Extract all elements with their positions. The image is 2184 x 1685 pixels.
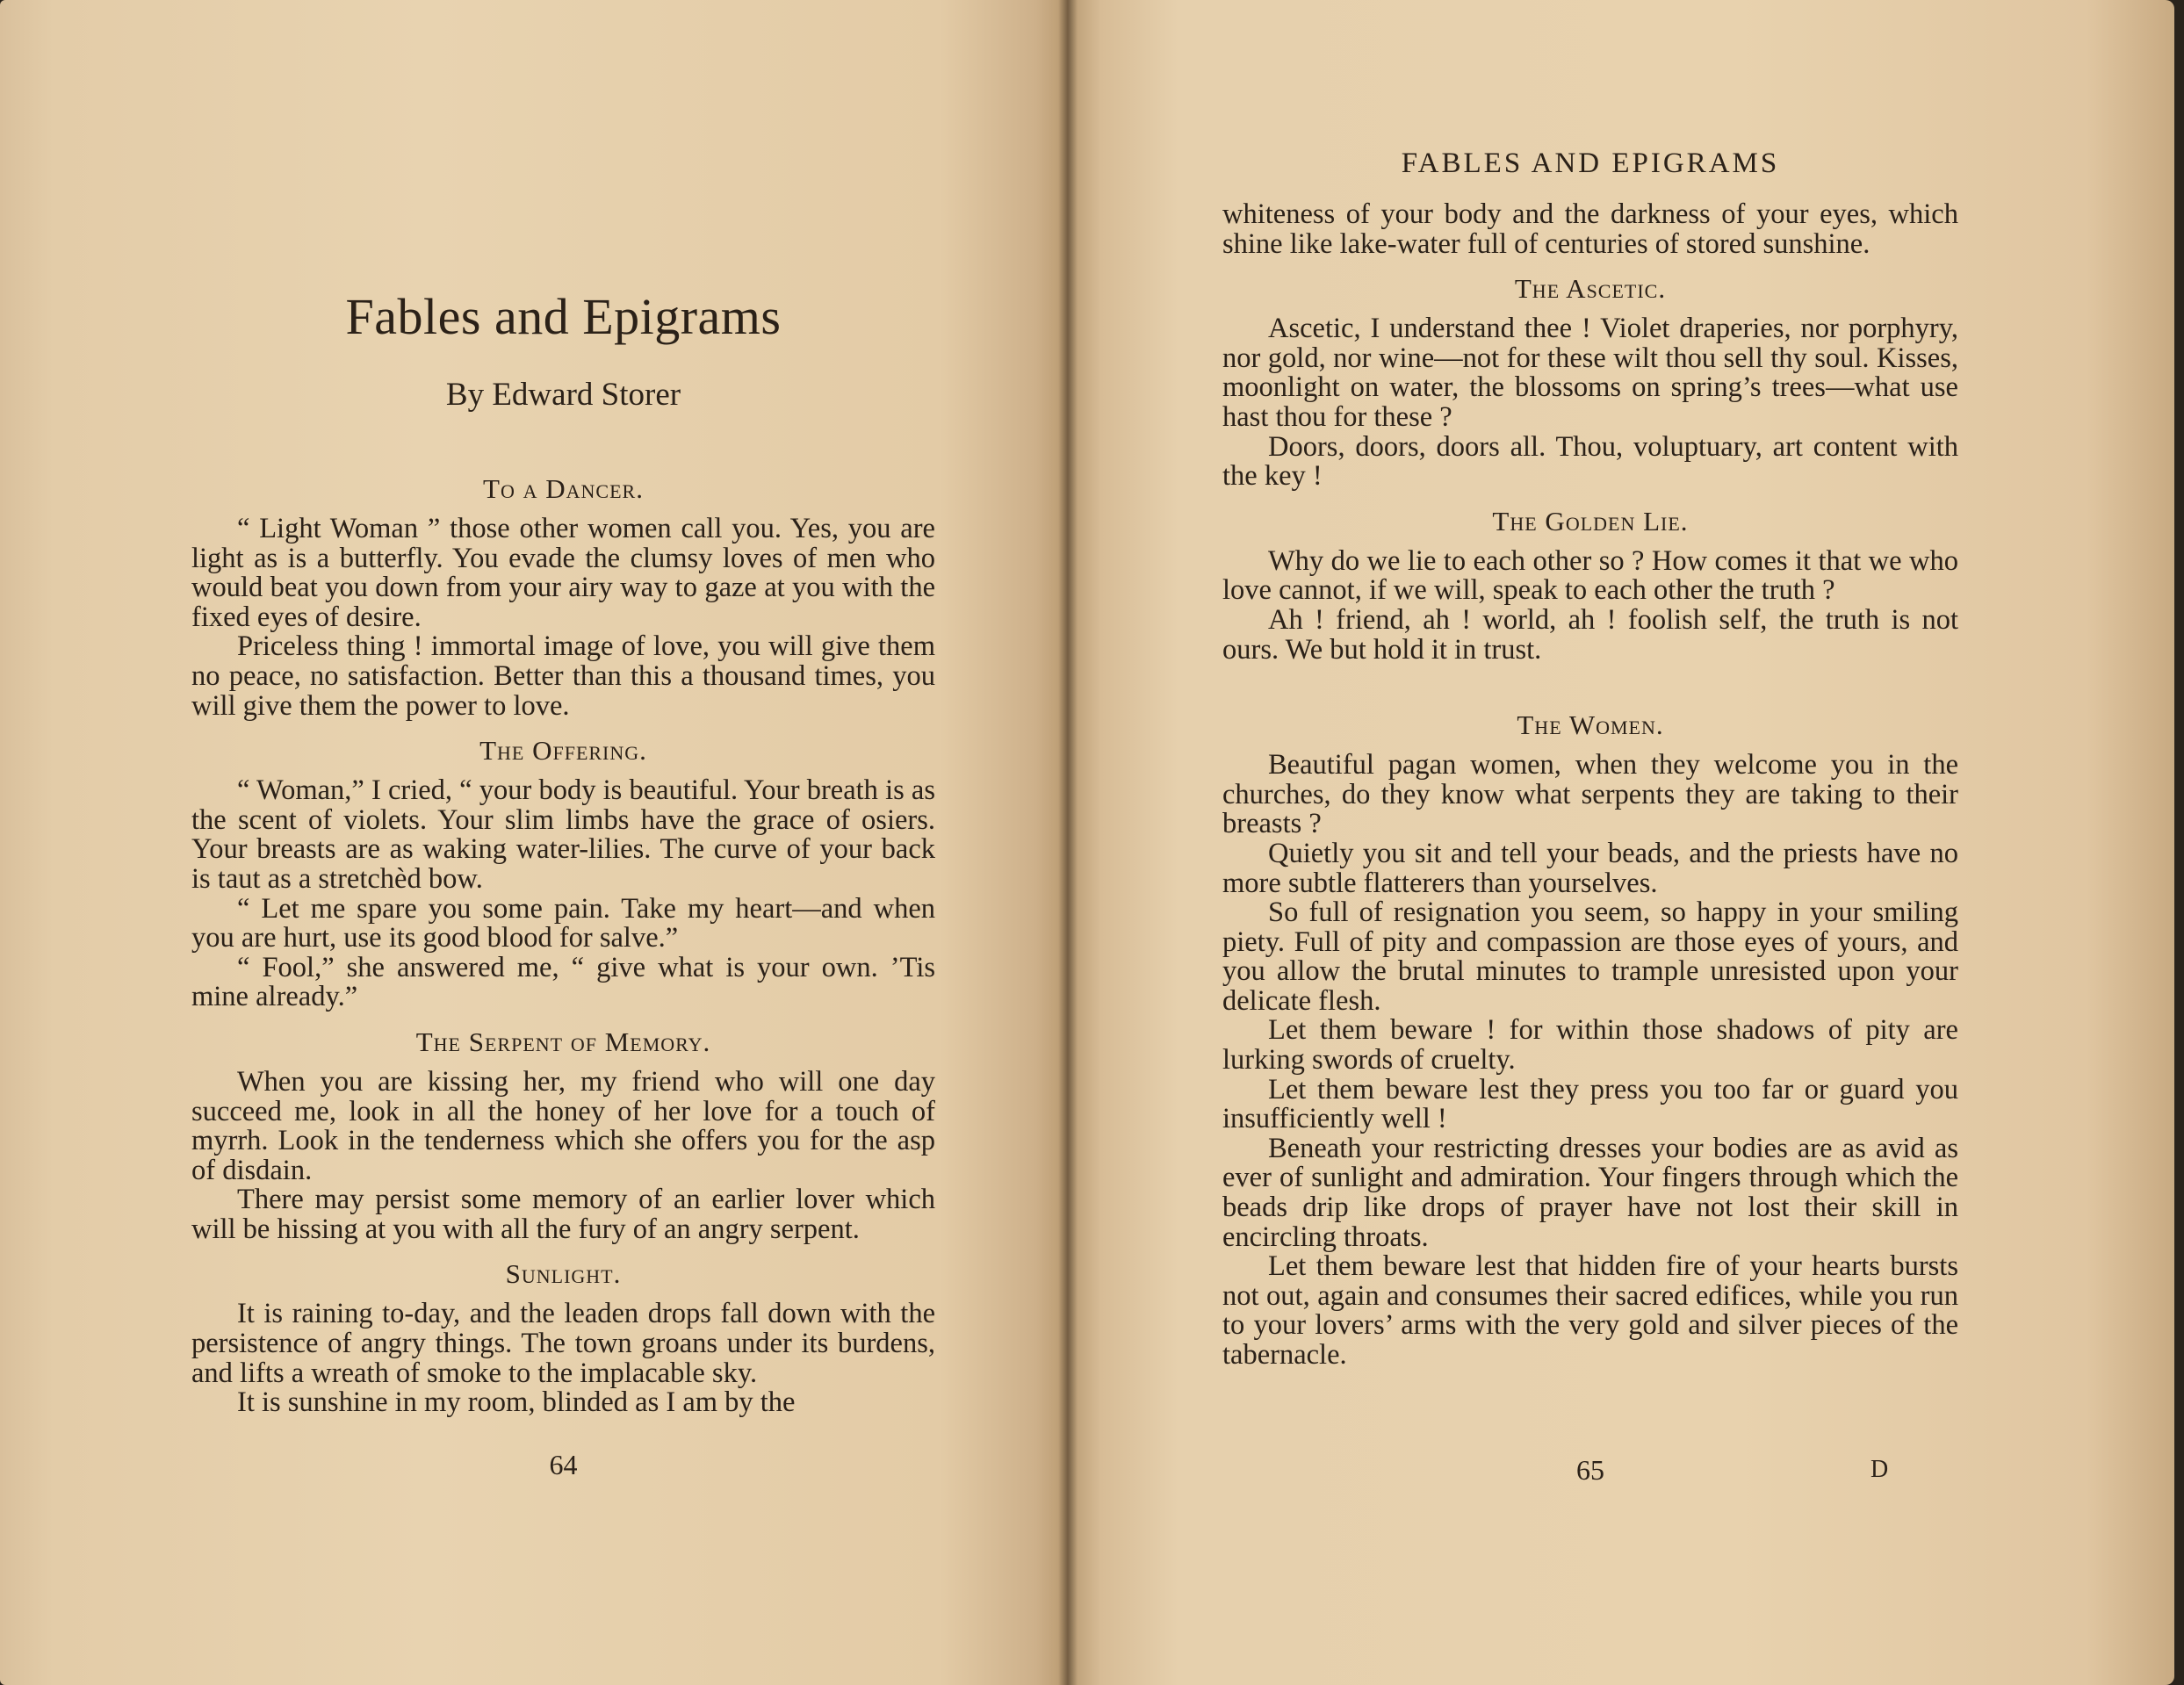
paragraph: Beneath your restricting dresses your bodies are as avid as ever of sunlight and admiration. Your fingers through which the beads drip like drops of prayer have not lost their skill in encircling throats. [1222, 1132, 1958, 1253]
continuation-paragraph: whiteness of your body and the darkness of your eyes, which shine like lake-water full of centuries of stored sunshine. [1222, 198, 1958, 260]
running-head: FABLES AND EPIGRAMS [1401, 148, 1780, 179]
section-heading-the-offering: The Offering. [479, 735, 647, 767]
section-heading-the-ascetic: The Ascetic. [1514, 273, 1667, 305]
left-page-body [191, 474, 935, 1418]
paragraph: Let them beware lest that hidden fire of your hearts bursts not out, again and consumes their sacred edifices, while you run to your lovers’ arms with the very gold and silver pieces of the tabernacle. [1222, 1250, 1958, 1371]
right-page-body [1222, 200, 1958, 1371]
author-byline: By Edward Storer [445, 377, 681, 413]
page-number-right: 65 [1576, 1454, 1604, 1486]
paragraph: There may persist some memory of an earlier lover which will be hissing at you with all the fury of an angry serpent. [191, 1184, 935, 1245]
paragraph: “ Woman,” I cried, “ your body is beautiful. Your breath is as the scent of violets. Your slim limbs have the grace of osiers. Your breasts are as waking water-lilies. The curve of your back is taut as a stretchèd bow. [191, 774, 935, 895]
paragraph: “ Let me spare you some pain. Take my heart—and when you are hurt, use its good blood for salve.” [191, 892, 935, 954]
book-gutter [1058, 0, 1078, 1685]
paragraph: “ Fool,” she answered me, “ give what is your own. ’Tis mine already.” [191, 951, 935, 1013]
paragraph: “ Light Woman ” those other women call you. Yes, you are light as is a butterfly. You evade the clumsy loves of men who would beat you down from your airy way to gaze at you with the fixed eyes of desire. [191, 513, 935, 633]
paragraph: Let them beware lest they press you too far or guard you insufficiently well ! [1222, 1073, 1958, 1135]
paragraph: Ah ! friend, ah ! world, ah ! foolish self, the truth is not ours. We but hold it in trust. [1222, 603, 1958, 666]
section-heading-the-golden-lie: The Golden Lie. [1492, 505, 1689, 536]
left-page [0, 0, 1068, 1685]
paragraph: It is sunshine in my room, blinded as I am by the [237, 1386, 796, 1419]
signature-mark: D [1870, 1456, 1889, 1483]
section-heading-the-women: The Women. [1517, 709, 1664, 741]
paragraph: So full of resignation you seem, so happy in your smiling piety. Full of pity and compassion are those eyes of yours, and you allow the brutal minutes to trample unresisted upon your delicate flesh. [1222, 897, 1958, 1017]
section-heading-to-a-dancer: To a Dancer. [483, 473, 644, 504]
paragraph: When you are kissing her, my friend who will one day succeed me, look in all the honey of her love for a touch of myrrh. Look in the tenderness which she offers you for the asp of disdain. [191, 1065, 935, 1186]
paragraph: Quietly you sit and tell your beads, and the priests have no more subtle flatterers than yourselves. [1222, 837, 1958, 899]
paragraph: Priceless thing ! immortal image of love, you will give them no peace, no satisfaction. Better than this a thousand times, you will give them the power to love. [191, 630, 935, 722]
paragraph: Why do we lie to each other so ? How comes it that we who love cannot, if we will, speak to each other the truth ? [1222, 544, 1958, 607]
paragraph: Ascetic, I understand thee ! Violet draperies, nor porphyry, nor gold, nor wine—not for these wilt thou sell thy soul. Kisses, moonlight on water, the blossoms on spring’s trees—what use hast thou for these ? [1222, 313, 1958, 433]
section-heading-the-serpent-of-memory: The Serpent of Memory. [415, 1026, 711, 1057]
paragraph: Doors, doors, doors all. Thou, voluptuary, art content with the key ! [1222, 430, 1958, 493]
page-number-left: 64 [549, 1449, 578, 1480]
paragraph: It is raining to-day, and the leaden drops fall down with the persistence of angry things. The town groans under its burdens, and lifts a wreath of smoke to the implacable sky. [191, 1298, 935, 1389]
section-heading-sunlight: Sunlight. [505, 1258, 622, 1290]
paragraph: Let them beware ! for within those shadows of pity are lurking swords of cruelty. [1222, 1014, 1958, 1077]
article-title: Fables and Epigrams [345, 288, 782, 345]
paragraph: Beautiful pagan women, when they welcome you in the churches, do they know what serpents they are taking to their breasts ? [1222, 749, 1958, 840]
